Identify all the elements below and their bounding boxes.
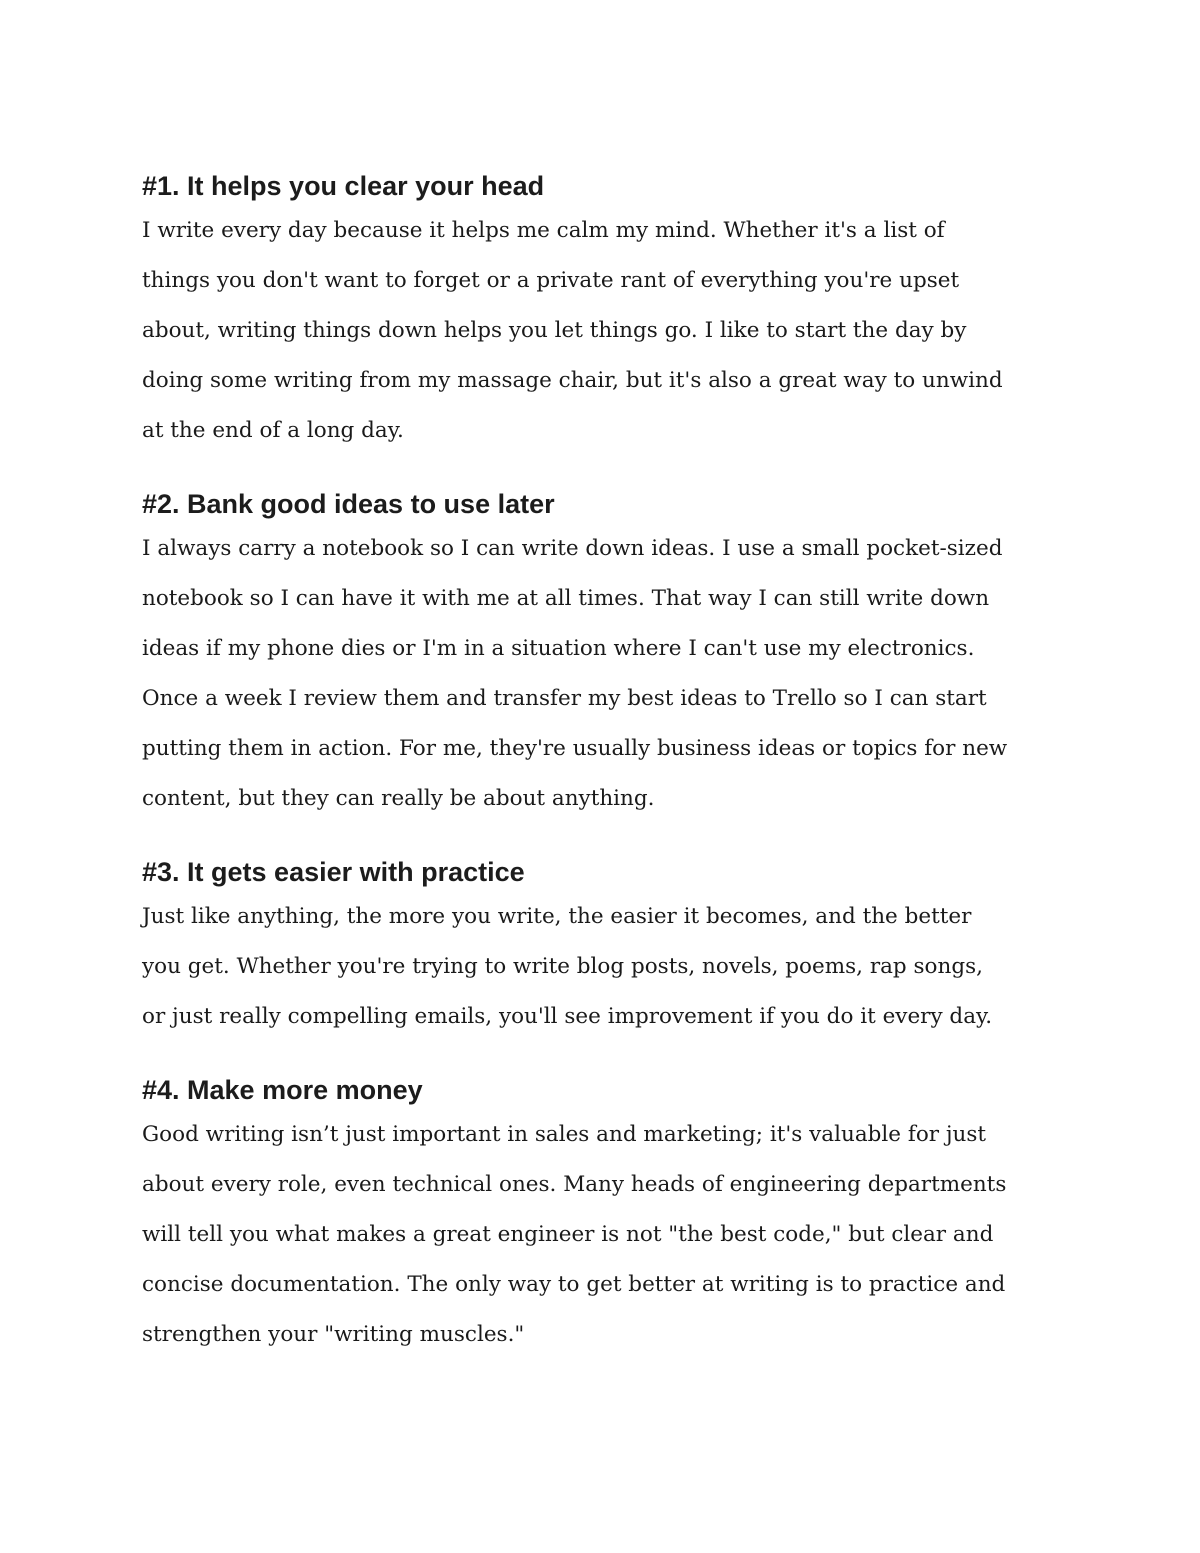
paragraph-line: Just like anything, the more you write, the easier it becomes, and the better [142, 904, 972, 929]
paragraph-line: or just really compelling emails, you'll see improvement if you do it every day. [142, 1004, 993, 1029]
section-paragraph [142, 524, 1072, 824]
paragraph-line: putting them in action. For me, they're usually business ideas or topics for new [142, 736, 1008, 761]
paragraph-line: at the end of a long day. [142, 418, 404, 443]
paragraph-line: ideas if my phone dies or I'm in a situation where I can't use my electronics. [142, 636, 975, 661]
section-2 [142, 484, 1072, 824]
document-content [142, 166, 1072, 1388]
paragraph-line: things you don't want to forget or a private rant of everything you're upset [142, 268, 960, 293]
paragraph-line: notebook so I can have it with me at all times. That way I can still write down [142, 586, 990, 611]
section-heading: #3. It gets easier with practice [142, 857, 525, 887]
paragraph-line: will tell you what makes a great engineer is not "the best code," but clear and [142, 1222, 994, 1247]
paragraph-line: Once a week I review them and transfer my best ideas to Trello so I can start [142, 686, 987, 711]
paragraph-line: about every role, even technical ones. Many heads of engineering departments [142, 1172, 1007, 1197]
section-paragraph [142, 892, 1072, 1042]
paragraph-line: I write every day because it helps me calm my mind. Whether it's a list of [142, 218, 945, 243]
section-heading: #4. Make more money [142, 1075, 423, 1105]
section-heading: #2. Bank good ideas to use later [142, 489, 555, 519]
paragraph-line: content, but they can really be about anything. [142, 786, 655, 811]
paragraph-line: about, writing things down helps you let things go. I like to start the day by [142, 318, 967, 343]
section-heading: #1. It helps you clear your head [142, 171, 545, 201]
paragraph-line: I always carry a notebook so I can write down ideas. I use a small pocket-sized [142, 536, 1003, 561]
paragraph-line: doing some writing from my massage chair, but it's also a great way to unwind [142, 368, 1003, 393]
section-paragraph [142, 1110, 1072, 1360]
paragraph-line: Good writing isn’t just important in sales and marketing; it's valuable for just [142, 1122, 987, 1147]
paragraph-line: concise documentation. The only way to get better at writing is to practice and [142, 1272, 1006, 1297]
section-paragraph [142, 206, 1072, 456]
paragraph-line: strengthen your "writing muscles." [142, 1322, 525, 1347]
section-3 [142, 852, 1072, 1042]
section-4 [142, 1070, 1072, 1360]
section-1 [142, 166, 1072, 456]
paragraph-line: you get. Whether you're trying to write blog posts, novels, poems, rap songs, [142, 954, 983, 979]
